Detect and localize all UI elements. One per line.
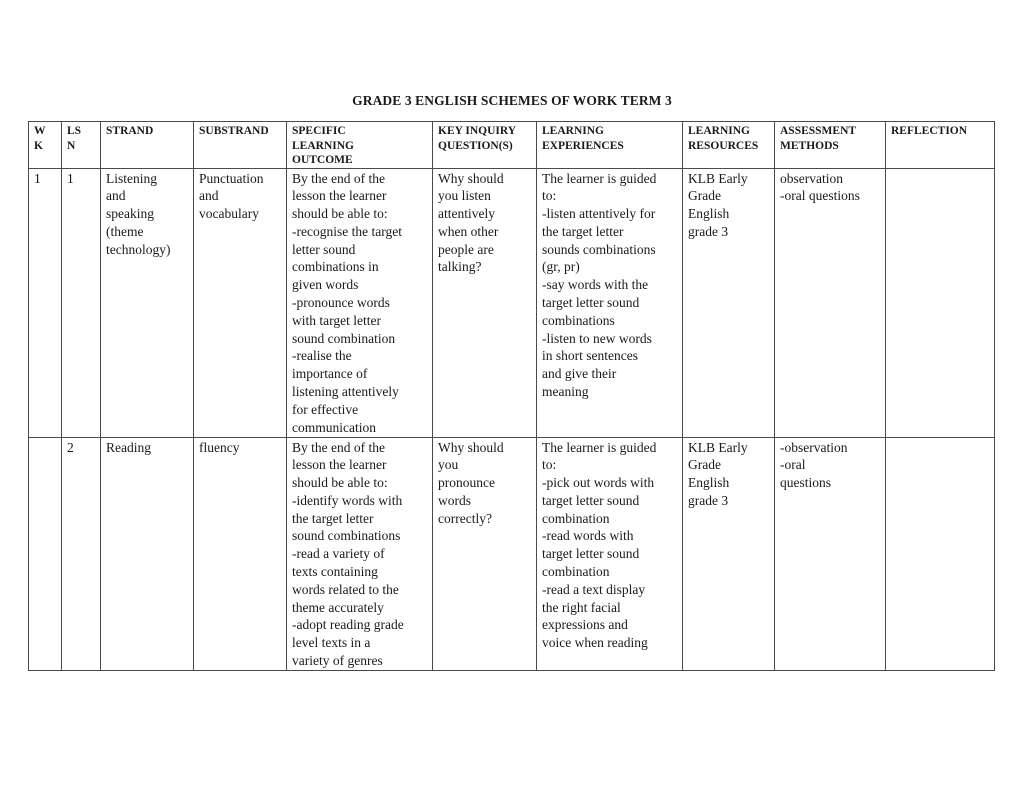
cell-text-line: to:: [542, 457, 557, 473]
cell-lesson: 2: [62, 437, 101, 670]
cell-text-line: The learner is guided: [542, 439, 657, 455]
cell-text-line: vocabulary: [199, 206, 259, 222]
cell-text-line: should be able to:: [292, 475, 388, 491]
cell-text-line: -identify words with: [292, 492, 403, 508]
cell-text-line: METHODS: [780, 139, 839, 152]
cell-text-line: English: [688, 475, 730, 491]
cell-text-line: technology): [106, 241, 171, 257]
cell-text-line: QUESTION(S): [438, 139, 513, 152]
cell-text-line: K: [34, 139, 43, 152]
cell-text-line: communication: [292, 419, 376, 435]
cell-text-line: REFLECTION: [891, 125, 968, 137]
cell-text-line: -read a text display: [542, 581, 646, 597]
cell-text-line: STRAND: [106, 125, 154, 137]
cell-text-line: By the end of the: [292, 439, 385, 455]
cell-text-line: -oral: [780, 457, 806, 473]
cell-text-line: questions: [780, 475, 832, 491]
schemes-of-work-table: [28, 121, 995, 671]
cell-text-line: when other: [438, 223, 499, 239]
cell-strand: [101, 168, 194, 437]
cell-text-line: combinations in: [292, 259, 379, 275]
cell-text-line: texts containing: [292, 564, 378, 580]
cell-text-line: combination: [542, 564, 610, 580]
header-key-inquiry-questions: [433, 122, 537, 169]
cell-text-line: observation: [780, 170, 843, 186]
cell-text-line: Why should: [438, 170, 504, 186]
cell-text-line: LS: [67, 125, 82, 137]
cell-text-line: RESOURCES: [688, 139, 759, 152]
cell-text-line: -oral questions: [780, 188, 860, 204]
cell-substrand: [194, 437, 287, 670]
cell-text-line: grade 3: [688, 223, 729, 239]
cell-text-line: SPECIFIC: [292, 125, 346, 137]
cell-text-line: -observation: [780, 439, 848, 455]
cell-text-line: Grade: [688, 188, 721, 204]
cell-reflection: [886, 168, 995, 437]
cell-text-line: should be able to:: [292, 206, 388, 222]
cell-text-line: KLB Early: [688, 170, 748, 186]
cell-text-line: with target letter: [292, 312, 381, 328]
cell-learning-experiences: [537, 437, 683, 670]
cell-text-line: grade 3: [688, 492, 729, 508]
cell-text-line: LEARNING: [542, 125, 604, 137]
cell-text-line: KEY INQUIRY: [438, 125, 517, 137]
header-lesson: [62, 122, 101, 169]
cell-text-line: Reading: [106, 439, 151, 455]
header-learning-resources: [683, 122, 775, 169]
cell-text-line: sound combinations: [292, 528, 401, 544]
cell-text-line: importance of: [292, 366, 368, 382]
cell-text-line: Grade: [688, 457, 721, 473]
header-week: [29, 122, 62, 169]
cell-text-line: (gr, pr): [542, 259, 580, 275]
cell-reflection: [886, 437, 995, 670]
cell-text-line: for effective: [292, 401, 359, 417]
cell-text-line: pronounce: [438, 475, 495, 491]
cell-text-line: and: [106, 188, 126, 204]
document-title: GRADE 3 ENGLISH SCHEMES OF WORK TERM 3: [352, 93, 672, 108]
cell-text-line: By the end of the: [292, 170, 385, 186]
cell-text-line: Why should: [438, 439, 504, 455]
cell-text-line: -pronounce words: [292, 295, 390, 311]
cell-text-line: (theme: [106, 223, 144, 239]
cell-key-inquiry-question: [433, 168, 537, 437]
cell-assessment-methods: [775, 168, 886, 437]
cell-text-line: speaking: [106, 206, 154, 222]
header-substrand: [194, 122, 287, 169]
cell-text-line: Punctuation: [199, 170, 264, 186]
cell-text-line: KLB Early: [688, 439, 748, 455]
cell-text-line: variety of genres: [292, 653, 383, 669]
cell-text-line: target letter sound: [542, 492, 640, 508]
cell-learning-resources: [683, 168, 775, 437]
cell-text-line: you: [438, 457, 459, 473]
cell-text-line: OUTCOME: [292, 154, 353, 166]
cell-text-line: voice when reading: [542, 635, 648, 651]
cell-text-line: -listen to new words: [542, 330, 652, 346]
header-assessment-methods: [775, 122, 886, 169]
cell-text-line: given words: [292, 277, 359, 293]
cell-text-line: target letter sound: [542, 546, 640, 562]
cell-text-line: talking?: [438, 259, 482, 275]
cell-text-line: fluency: [199, 439, 240, 455]
cell-text-line: the target letter: [292, 510, 374, 526]
cell-text-line: Listening: [106, 170, 157, 186]
cell-text-line: ASSESSMENT: [780, 125, 857, 137]
cell-text-line: N: [67, 139, 76, 152]
cell-text-line: SUBSTRAND: [199, 125, 269, 137]
cell-strand: [101, 437, 194, 670]
cell-text-line: LEARNING: [292, 139, 354, 152]
cell-specific-learning-outcome: [287, 437, 433, 670]
cell-text-line: the target letter: [542, 223, 624, 239]
cell-text-line: listening attentively: [292, 384, 399, 400]
cell-lesson: 1: [62, 168, 101, 437]
cell-text-line: target letter sound: [542, 295, 640, 311]
cell-text-line: -listen attentively for: [542, 206, 656, 222]
cell-text-line: EXPERIENCES: [542, 139, 624, 152]
cell-text-line: W: [34, 125, 46, 137]
cell-text-line: expressions and: [542, 617, 628, 633]
cell-text-line: the right facial: [542, 599, 621, 615]
cell-text-line: to:: [542, 188, 557, 204]
cell-text-line: lesson the learner: [292, 188, 387, 204]
cell-text-line: meaning: [542, 384, 589, 400]
cell-text-line: combination: [542, 510, 610, 526]
cell-text-line: combinations: [542, 312, 615, 328]
cell-text-line: theme accurately: [292, 599, 384, 615]
cell-learning-experiences: [537, 168, 683, 437]
cell-text-line: and give their: [542, 366, 617, 382]
cell-text-line: people are: [438, 241, 494, 257]
cell-text-line: -adopt reading grade: [292, 617, 404, 633]
cell-text-line: sound combination: [292, 330, 396, 346]
cell-text-line: -read words with: [542, 528, 634, 544]
cell-substrand: [194, 168, 287, 437]
cell-text-line: level texts in a: [292, 635, 371, 651]
header-reflection: [886, 122, 995, 169]
cell-learning-resources: [683, 437, 775, 670]
cell-text-line: LEARNING: [688, 125, 750, 137]
cell-text-line: in short sentences: [542, 348, 638, 364]
header-strand: [101, 122, 194, 169]
cell-text-line: attentively: [438, 206, 495, 222]
cell-text-line: and: [199, 188, 219, 204]
cell-text-line: -pick out words with: [542, 475, 655, 491]
cell-assessment-methods: [775, 437, 886, 670]
cell-text-line: -read a variety of: [292, 546, 385, 562]
cell-text-line: sounds combinations: [542, 241, 656, 257]
cell-text-line: -realise the: [292, 348, 352, 364]
cell-week: 1: [29, 168, 62, 437]
header-learning-experiences: [537, 122, 683, 169]
cell-text-line: correctly?: [438, 510, 492, 526]
cell-key-inquiry-question: [433, 437, 537, 670]
cell-text-line: words related to the: [292, 581, 399, 597]
table-row: [29, 437, 995, 670]
cell-text-line: English: [688, 206, 730, 222]
cell-text-line: letter sound: [292, 241, 356, 257]
cell-text-line: The learner is guided: [542, 170, 657, 186]
table-row: [29, 168, 995, 437]
cell-text-line: -say words with the: [542, 277, 649, 293]
header-specific-learning-outcome: [287, 122, 433, 169]
cell-text-line: words: [438, 492, 471, 508]
table-header-row: [29, 122, 995, 169]
cell-text-line: -recognise the target: [292, 223, 402, 239]
cell-week: [29, 437, 62, 670]
cell-text-line: you listen: [438, 188, 491, 204]
cell-text-line: lesson the learner: [292, 457, 387, 473]
cell-specific-learning-outcome: [287, 168, 433, 437]
